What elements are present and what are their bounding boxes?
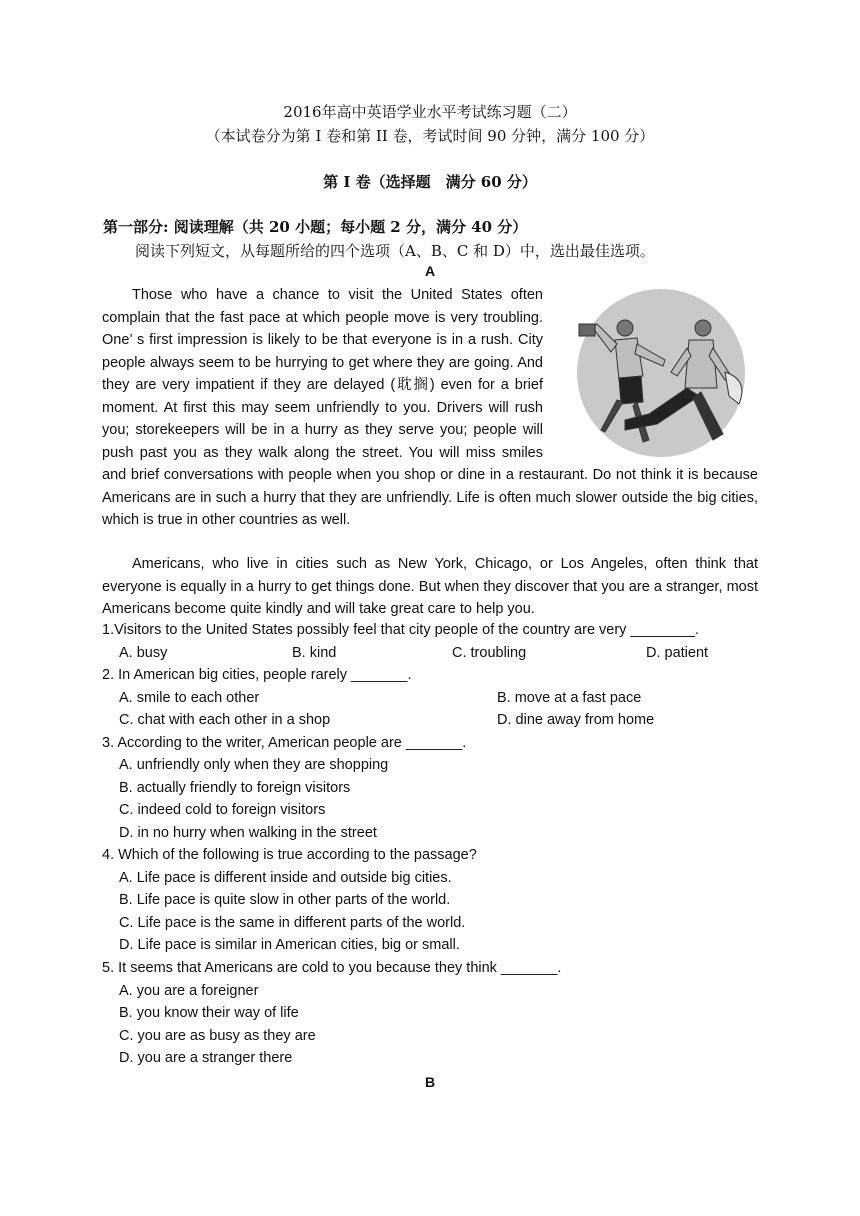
passage-a-label: A (424, 263, 436, 279)
question-1-option-b[interactable]: B. kind (292, 645, 337, 661)
passage-b-label: B (424, 1074, 436, 1090)
question-2-option-a[interactable]: A. smile to each other (119, 690, 260, 706)
question-3-option-b[interactable]: B. actually friendly to foreign visitors (119, 780, 351, 796)
part-heading: 第一部分: 阅读理解（共 20 小题；每小题 2 分，满分 40 分） (103, 218, 528, 236)
question-5-option-c[interactable]: C. you are as busy as they are (119, 1028, 316, 1044)
question-4-option-c[interactable]: C. Life pace is the same in different parts of the world. (119, 915, 466, 931)
question-5-option-b[interactable]: B. you know their way of life (119, 1005, 299, 1021)
question-5-option-a[interactable]: A. you are a foreigner (119, 983, 259, 999)
question-4-stem: 4. Which of the following is true according to the passage? (102, 847, 477, 863)
exam-subtitle: （本试卷分为第 I 卷和第 II 卷，考试时间 90 分钟，满分 100 分） (205, 127, 655, 145)
instructions: 阅读下列短文，从每题所给的四个选项（A、B、C 和 D）中，选出最佳选项。 (135, 242, 655, 260)
question-3-option-c[interactable]: C. indeed cold to foreign visitors (119, 802, 326, 818)
passage-a-paragraph-1-text: Those who have a chance to visit the United States often complain that the fast pace at which people move is very troubling. One’ s first impression is likely to be that everyone is in a rush. City people always seem to be hurrying to get where they are going. And they are very impatient if they are delayed (耽搁) even for a brief moment. At first this may seem unfriendly to you. Drivers will rush you; storekeepers will be in a hurry as they serve you; people will push past you as they walk along the street. You will miss smiles and brief conversations with people when you shop or dine in a restaurant. Do not think it is because Americans are in such a hurry that they are unfriendly. Life is often much slower outside the big cities, which is true in other countries as well. (102, 287, 758, 528)
question-1-option-a[interactable]: A. busy (119, 645, 168, 661)
question-1-stem: 1.Visitors to the United States possibly feel that city people of the country are very ________. (102, 622, 699, 638)
question-2-option-b[interactable]: B. move at a fast pace (497, 690, 642, 706)
question-3-option-a[interactable]: A. unfriendly only when they are shopping (119, 757, 389, 773)
question-2-option-c[interactable]: C. chat with each other in a shop (119, 712, 331, 728)
section-heading: 第 I 卷（选择题 满分 60 分） (323, 173, 537, 191)
passage-a-paragraph-2: Americans, who live in cities such as New York, Chicago, or Los Angeles, often think that everyone is equally in a hurry to get things done. But when they discover that you are a stranger, most Americans become quite kindly and will take great care to help you. (102, 556, 758, 617)
question-4-option-b[interactable]: B. Life pace is quite slow in other parts of the world. (119, 892, 451, 908)
exam-title: 2016年高中英语学业水平考试练习题（二） (283, 103, 577, 121)
question-2-option-d[interactable]: D. dine away from home (497, 712, 655, 728)
passage-a-paragraph-1 (102, 284, 758, 532)
question-1-option-d[interactable]: D. patient (646, 645, 709, 661)
question-5-option-d[interactable]: D. you are a stranger there (119, 1050, 293, 1066)
question-4-option-a[interactable]: A. Life pace is different inside and outside big cities. (119, 870, 452, 886)
question-4-option-d[interactable]: D. Life pace is similar in American cities, big or small. (119, 937, 460, 953)
question-1-option-c[interactable]: C. troubling (452, 645, 527, 661)
question-2-stem: 2. In American big cities, people rarely _______. (102, 667, 412, 683)
question-3-option-d[interactable]: D. in no hurry when walking in the street (119, 825, 377, 841)
running-people-illustration (553, 284, 758, 462)
question-5-stem: 5. It seems that Americans are cold to you because they think _______. (102, 960, 562, 976)
question-3-stem: 3. According to the writer, American people are _______. (102, 735, 467, 751)
